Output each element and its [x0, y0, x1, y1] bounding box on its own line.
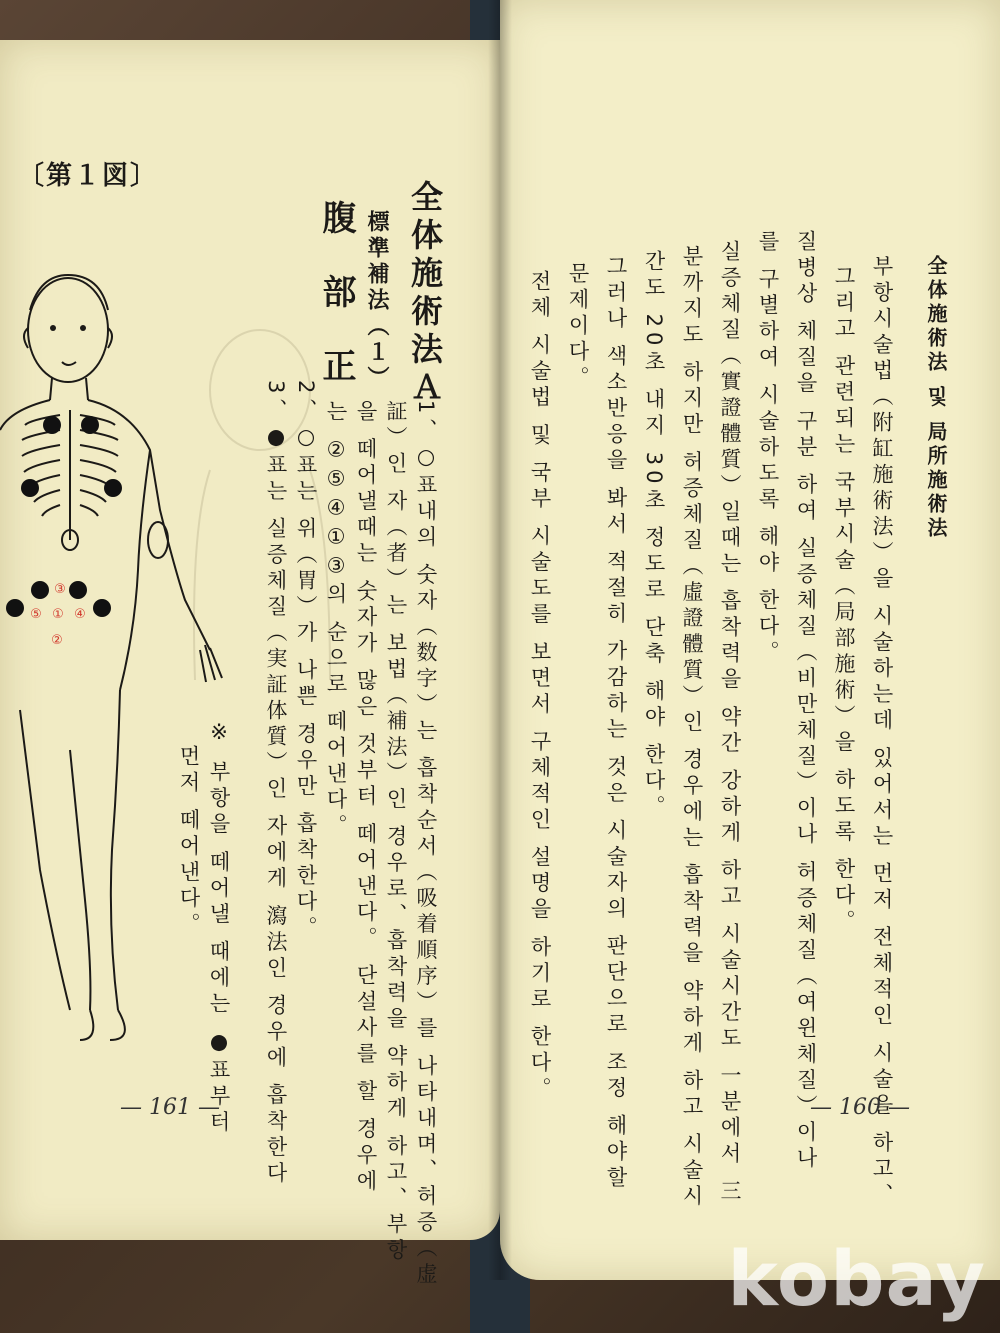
point-label-1: ① [52, 607, 64, 622]
right-page-number: — 160 — [810, 1095, 910, 1120]
left-body-line: 2、○표는 위（胃）가 나쁜 경우만 흡착한다。 [294, 380, 318, 943]
book-gutter [488, 0, 512, 1280]
figure-label: 〔第１図〕 [18, 161, 159, 191]
watermark-logo: kobay [727, 1234, 986, 1323]
point-black [31, 581, 49, 599]
point-label-5: ⑤ [30, 607, 42, 622]
point-black [21, 479, 39, 497]
left-body-line: 먼저 떼어낸다。 [177, 745, 201, 939]
point-black [69, 581, 87, 599]
figure-title: 腹部正 [316, 200, 356, 422]
point-black [93, 599, 111, 617]
left-body-line: 1、○표내의 숫자（数字）는 흡착순서（吸着順序）를 나타내며、허증（虚 [414, 400, 438, 1289]
left-page-number: — 161 — [120, 1095, 220, 1120]
left-body-line: 3、●표는 실증체질（実証体質）인 자에게 瀉法인 경우에 흡착한다 [264, 380, 288, 1188]
point-black [6, 599, 24, 617]
right-body-line: 질병상 체질을 구분 하여 실증체질（비만체질）이나 허증체질（여윈체질）이나 [794, 230, 818, 1173]
point-black [81, 416, 99, 434]
left-body-line: 는 ②⑤④①③의 순으로 떼어낸다。 [324, 400, 348, 841]
figure-eye-left [50, 325, 56, 331]
figure-head [28, 278, 108, 382]
right-body-line: 부항시술법（附缸施術法）을 시술하는데 있어서는 먼저 전체적인 시술을 하고、 [870, 255, 894, 1210]
right-page [500, 0, 1000, 1280]
right-body-line: 를 구별하여 시술하도록 해야 한다。 [756, 230, 780, 667]
right-heading: 全体施術法 및 局所施術法 [924, 255, 948, 541]
point-black [43, 416, 61, 434]
right-body-line: 그리고 관련되는 국부시술（局部施術）을 하도록 한다。 [832, 265, 856, 936]
figure-eye-right [80, 325, 86, 331]
point-black [104, 479, 122, 497]
right-body-line: 전체 시술법 및 국부 시술도를 보면서 구체적인 설명을 하기로 한다。 [528, 270, 552, 1104]
left-body-line: 証）인 자（者）는 보법（補法）인 경우로、흡착력을 약하게 하고、부항 [384, 400, 408, 1265]
right-body-line: 실증체질（實證體質）일때는 흡착력을 약간 강하게 하고 시술시간도 一분에서 三 [718, 240, 742, 1206]
right-body-line: 분까지도 하지만 허증체질（虛證體質）인 경우에는 흡착력을 약하게 하고 시술시 [680, 245, 704, 1211]
left-body-line: 을 떼어낼때는 숫자가 많은 것부터 떼어낸다。 단설사를 할 경우에 [354, 400, 378, 1196]
right-body-line: 그러나 색소반응을 봐서 적절히 가감하는 것은 시술자의 판단으로 조정 해야할 [604, 255, 628, 1193]
point-label-4: ④ [74, 607, 86, 622]
left-heading: 全体施術法Ａ [406, 180, 444, 408]
left-subheading: 標準補法（１） [364, 210, 390, 392]
point-label-2: ② [51, 633, 63, 648]
right-body-line: 문제이다。 [566, 262, 590, 392]
left-body-line: ※ 부항을 떼어낼 때에는 ●표부터 [207, 720, 231, 1137]
point-label-3: ③ [54, 582, 66, 597]
right-body-line: 간도 20초 내지 30초 정도로 단축 해야 한다。 [642, 250, 666, 822]
